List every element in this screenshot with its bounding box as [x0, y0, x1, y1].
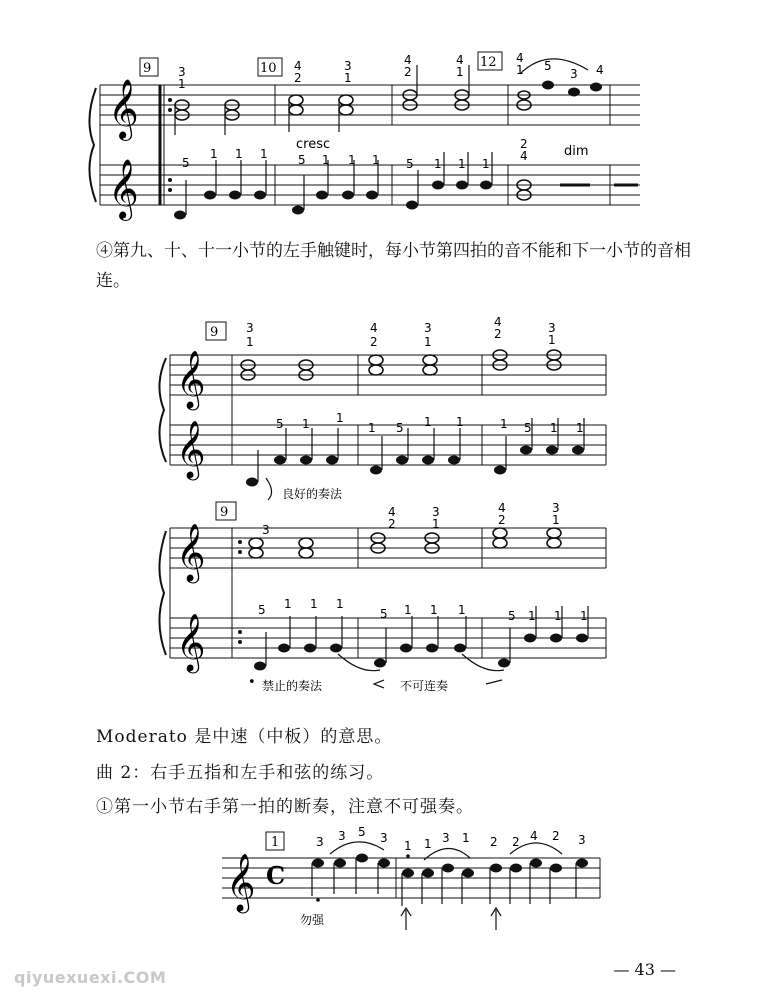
svg-text:4: 4: [530, 829, 538, 843]
svg-text:4: 4: [294, 59, 302, 73]
svg-text:5: 5: [524, 421, 532, 435]
svg-text:𝄞: 𝄞: [176, 523, 206, 581]
svg-text:2: 2: [388, 517, 396, 531]
svg-text:5: 5: [396, 421, 404, 435]
svg-text:4: 4: [520, 149, 528, 163]
svg-text:5: 5: [258, 603, 266, 617]
svg-text:1: 1: [404, 839, 412, 853]
score-system-4: [0, 826, 772, 936]
label-no-force: 勿强: [300, 913, 325, 927]
text-point-1: ①第一小节右手第一拍的断奏，注意不可强奏。: [96, 797, 474, 817]
svg-text:4: 4: [370, 321, 378, 335]
svg-text:5: 5: [358, 826, 366, 839]
measure-number: 9: [210, 325, 219, 340]
svg-text:3: 3: [316, 835, 324, 849]
svg-text:3: 3: [246, 321, 254, 335]
svg-text:2: 2: [498, 513, 506, 527]
page-number: — 43 —: [613, 960, 676, 979]
svg-text:1: 1: [456, 415, 464, 429]
svg-text:4: 4: [596, 63, 604, 77]
svg-text:1: 1: [348, 153, 356, 167]
svg-text:1: 1: [580, 609, 588, 623]
svg-text:3: 3: [548, 321, 556, 335]
svg-text:1: 1: [434, 157, 442, 171]
svg-text:1: 1: [516, 63, 524, 77]
svg-text:•: •: [248, 675, 256, 690]
svg-text:4: 4: [498, 501, 506, 515]
svg-text:1: 1: [482, 157, 490, 171]
measure-number: 1: [271, 835, 280, 850]
svg-text:1: 1: [336, 597, 344, 611]
svg-text:1: 1: [528, 609, 536, 623]
svg-text:1: 1: [178, 77, 186, 91]
svg-text:3: 3: [380, 831, 388, 845]
measure-number: 9: [143, 61, 152, 76]
svg-text:1: 1: [554, 609, 562, 623]
dynamic-cresc: cresc: [296, 137, 331, 152]
svg-text:4: 4: [388, 505, 396, 519]
text-piece-2: 曲 2：右手五指和左手和弦的练习。: [96, 763, 385, 783]
svg-text:1: 1: [424, 335, 432, 349]
label-good-method: 良好的奏法: [282, 487, 343, 501]
score-system-2: [0, 310, 772, 505]
svg-text:3: 3: [262, 523, 270, 537]
text-moderato: Moderato 是中速（中板）的意思。: [96, 727, 393, 747]
site-watermark: qiyuexuexi.COM: [14, 968, 167, 987]
svg-text:1: 1: [302, 417, 310, 431]
svg-text:3: 3: [344, 59, 352, 73]
svg-text:3: 3: [178, 65, 186, 79]
svg-text:1: 1: [548, 333, 556, 347]
svg-text:1: 1: [404, 603, 412, 617]
svg-text:5: 5: [508, 609, 516, 623]
svg-text:1: 1: [432, 517, 440, 531]
svg-text:2: 2: [404, 65, 412, 79]
instruction-paragraph: ④第九、十、十一小节的左手触键时，每小节第四拍的音不能和下一小节的音相连。: [96, 241, 691, 291]
svg-text:1: 1: [336, 411, 344, 425]
svg-text:1: 1: [368, 421, 376, 435]
svg-text:1: 1: [430, 603, 438, 617]
svg-text:1: 1: [235, 147, 243, 161]
svg-text:1: 1: [372, 153, 380, 167]
svg-text:𝄞: 𝄞: [176, 613, 206, 671]
svg-text:3: 3: [552, 501, 560, 515]
svg-text:1: 1: [344, 71, 352, 85]
svg-text:5: 5: [406, 157, 414, 171]
svg-text:3: 3: [570, 67, 578, 81]
svg-text:3: 3: [338, 829, 346, 843]
svg-text:𝄞: 𝄞: [108, 159, 139, 219]
svg-text:5: 5: [276, 417, 284, 431]
svg-text:5: 5: [544, 59, 552, 73]
svg-text:𝄞: 𝄞: [226, 853, 256, 911]
svg-text:2: 2: [494, 327, 502, 341]
svg-text:1: 1: [500, 417, 508, 431]
svg-text:4: 4: [516, 51, 524, 65]
svg-text:4: 4: [456, 53, 464, 67]
svg-text:1: 1: [210, 147, 218, 161]
svg-text:2: 2: [512, 835, 520, 849]
svg-text:4: 4: [404, 53, 412, 67]
svg-text:1: 1: [550, 421, 558, 435]
svg-text:1: 1: [458, 157, 466, 171]
svg-text:1: 1: [456, 65, 464, 79]
svg-text:3: 3: [432, 505, 440, 519]
svg-text:1: 1: [458, 603, 466, 617]
svg-text:3: 3: [442, 831, 450, 845]
svg-text:5: 5: [182, 156, 190, 170]
measure-number: 9: [220, 505, 229, 520]
score-system-1: [0, 40, 772, 230]
svg-text:3: 3: [424, 321, 432, 335]
svg-text:4: 4: [494, 315, 502, 329]
svg-text:1: 1: [424, 415, 432, 429]
time-signature: C: [266, 861, 286, 890]
svg-text:1: 1: [552, 513, 560, 527]
label-no-legato: 不可连奏: [400, 679, 449, 693]
svg-text:𝄞: 𝄞: [176, 420, 206, 478]
svg-text:2: 2: [370, 335, 378, 349]
svg-text:2: 2: [520, 137, 528, 151]
svg-text:3: 3: [578, 833, 586, 847]
svg-text:1: 1: [284, 597, 292, 611]
svg-text:1: 1: [462, 831, 470, 845]
measure-number: 10: [260, 61, 277, 76]
svg-text:5: 5: [380, 607, 388, 621]
measure-number: 12: [480, 55, 497, 70]
svg-text:2: 2: [552, 829, 560, 843]
svg-text:2: 2: [490, 835, 498, 849]
label-forbidden-method: 禁止的奏法: [262, 679, 323, 693]
svg-text:𝄞: 𝄞: [176, 350, 206, 408]
svg-text:1: 1: [310, 597, 318, 611]
svg-text:5: 5: [298, 153, 306, 167]
score-system-3: [0, 498, 772, 703]
svg-text:1: 1: [246, 335, 254, 349]
svg-text:1: 1: [322, 153, 330, 167]
svg-text:1: 1: [260, 147, 268, 161]
svg-text:𝄞: 𝄞: [108, 79, 139, 139]
dynamic-dim: dim: [564, 144, 589, 159]
svg-text:1: 1: [424, 837, 432, 851]
svg-text:1: 1: [576, 421, 584, 435]
svg-text:2: 2: [294, 71, 302, 85]
